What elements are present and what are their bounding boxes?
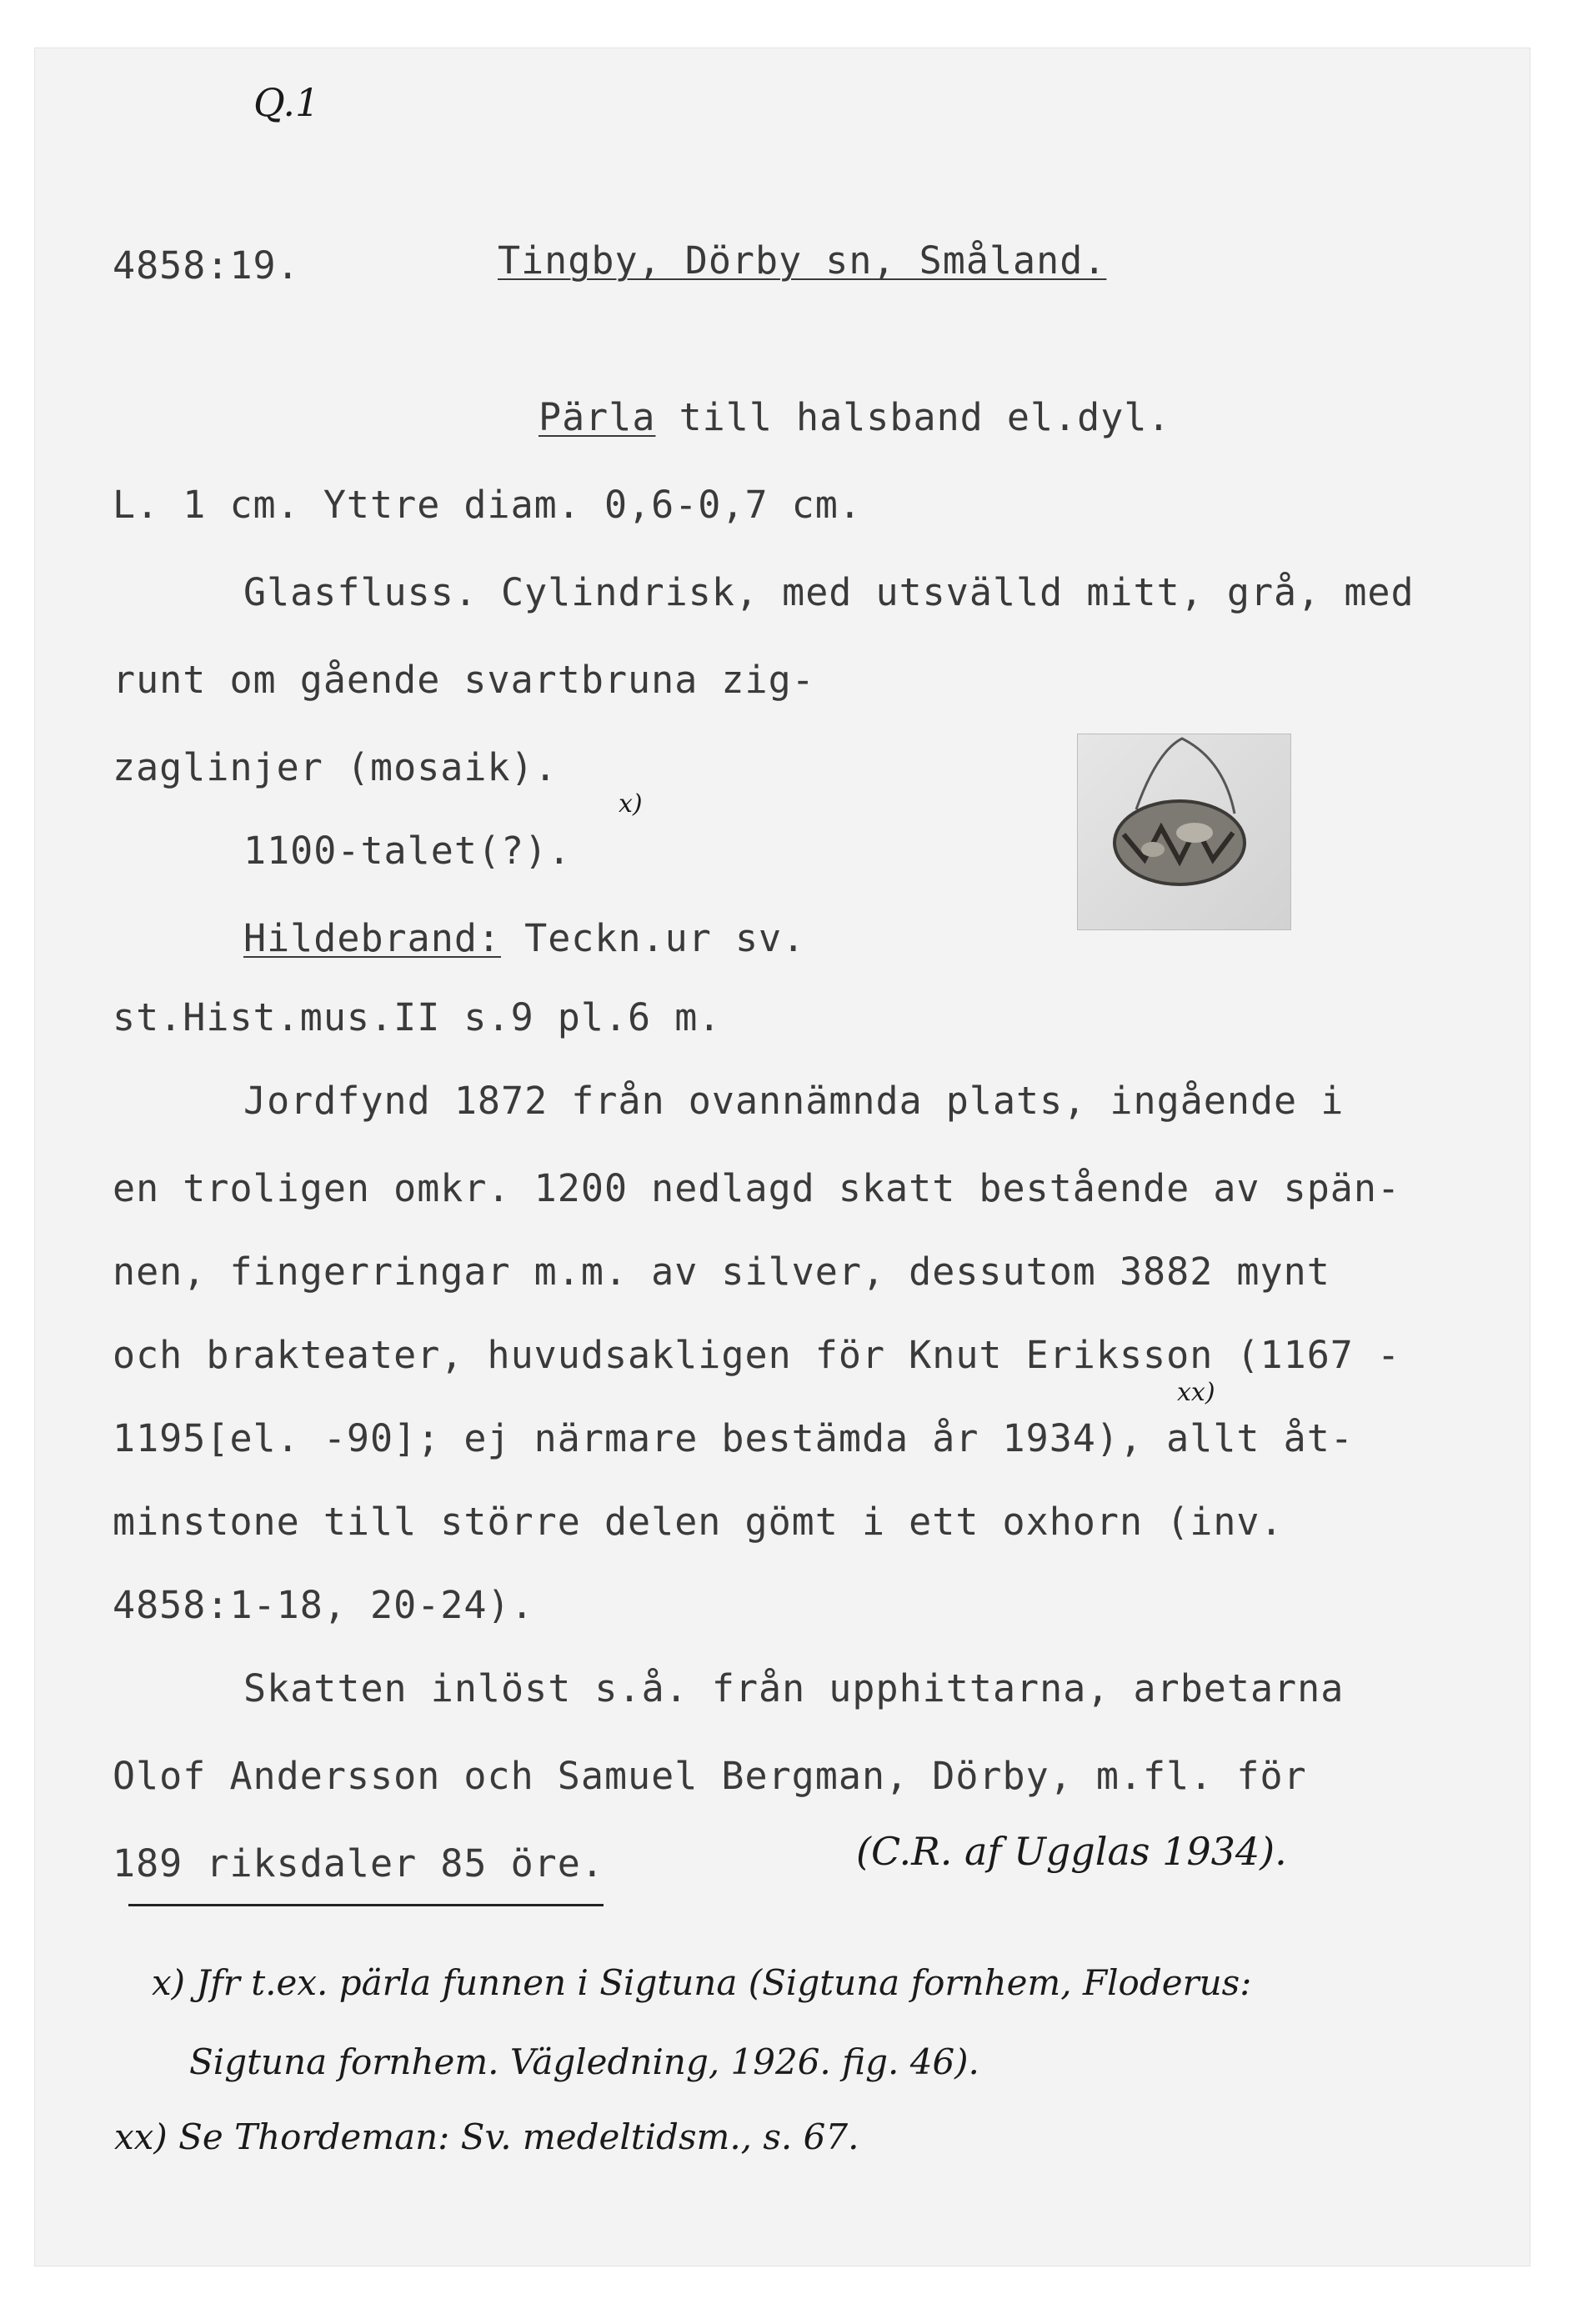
corner-mark: Q.1 [253,80,320,125]
object-name: Pärla [539,395,656,439]
find-location: Tingby, Dörby sn, Småland. [498,238,1107,283]
bead-image-icon [1078,734,1290,929]
footnote-1-continued: Sigtuna fornhem. Vägledning, 1926. fig. 46). [189,2041,979,2082]
footnote-mark-1: x) [619,789,643,819]
purchase-line: 189 riksdaler 85 öre. [113,1841,604,1886]
reference-author: Hildebrand: [243,916,502,960]
object-title [539,395,1171,439]
description-line: Glasfluss. Cylindrisk, med utsvälld mitt, grå, med [243,570,1415,614]
catalog-card [35,48,1530,2266]
purchase-line: Olof Andersson och Samuel Bergman, Dörby, m.fl. för [113,1754,1307,1798]
bead-photograph [1077,734,1291,930]
history-line: en troligen omkr. 1200 nedlagd skatt bestående av spän- [113,1166,1401,1210]
inventory-number: 4858:19. [113,243,300,288]
footnote-2: xx) Se Thordeman: Sv. medeltidsm., s. 67. [114,2116,859,2157]
history-line: Jordfynd 1872 från ovannämnda plats, ingående i [243,1079,1345,1123]
reference-line: st.Hist.mus.II s.9 pl.6 m. [113,995,722,1039]
object-title-rest: till halsband el.dyl. [679,395,1171,439]
history-line: minstone till större delen gömt i ett oxhorn (inv. [113,1500,1284,1544]
footnote-1: x) Jfr t.ex. pärla funnen i Sigtuna (Sigtuna fornhem, Floderus: [152,1962,1252,2003]
signature: (C.R. af Ugglas 1934). [856,1829,1287,1874]
footnote-divider [128,1904,604,1906]
reference-line [243,916,806,960]
history-line: och brakteater, huvudsakligen för Knut Eriksson (1167 - [113,1333,1401,1377]
description-line: runt om gående svartbruna zig- [113,658,815,702]
dating-line: 1100-talet(?). [243,829,572,873]
footnote-mark-2: xx) [1177,1378,1215,1407]
purchase-line: Skatten inlöst s.å. från upphittarna, arbetarna [243,1666,1345,1710]
history-line: 1195[el. -90]; ej närmare bestämda år 1934), allt åt- [113,1416,1354,1460]
reference-title: Teckn.ur sv. [524,916,806,960]
history-line: nen, fingerringar m.m. av silver, dessutom 3882 mynt [113,1250,1330,1294]
description-line: zaglinjer (mosaik). [113,745,558,789]
dimensions-line: L. 1 cm. Yttre diam. 0,6-0,7 cm. [113,483,862,527]
history-line: 4858:1-18, 20-24). [113,1583,534,1627]
